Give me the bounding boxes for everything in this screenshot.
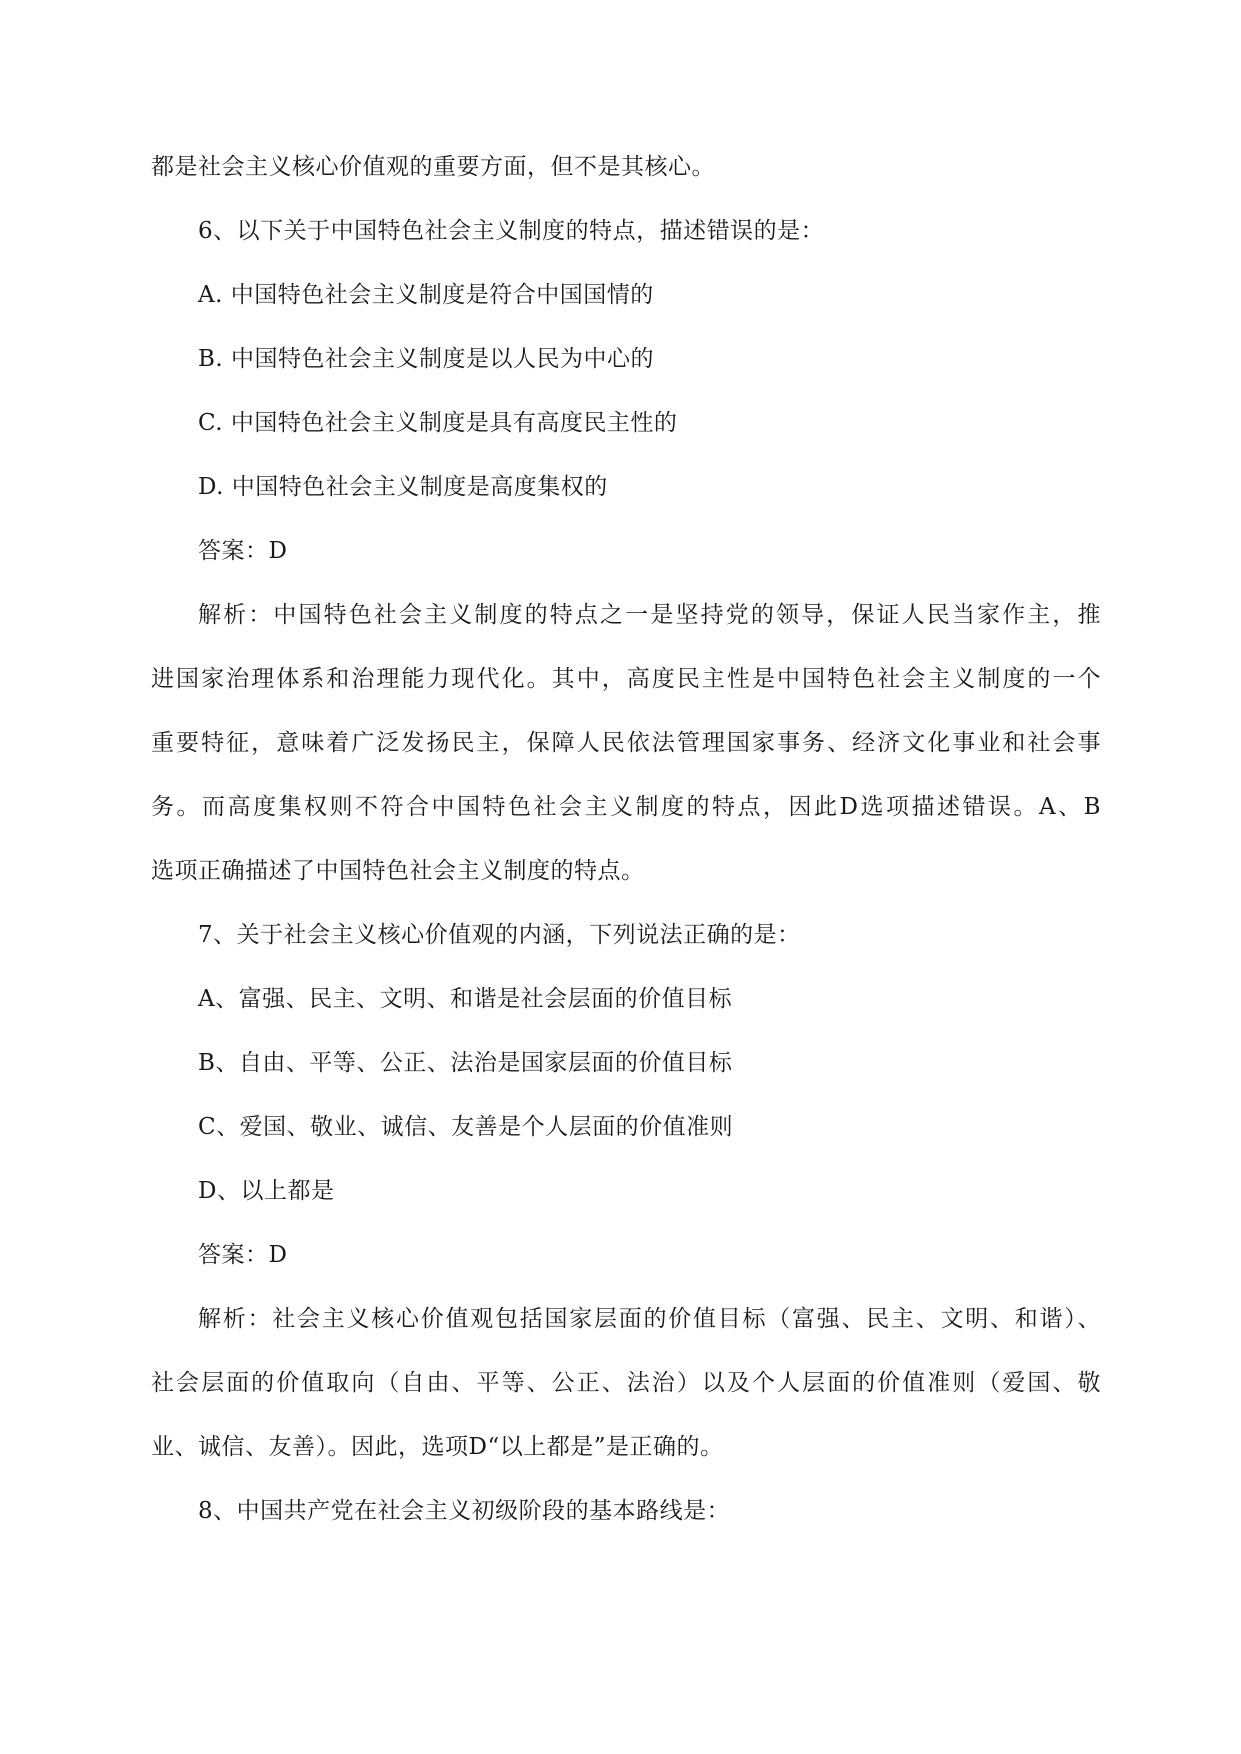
question-6-option-a: A. 中国特色社会主义制度是符合中国国情的 [198,282,654,308]
question-6-explanation-line: 解析：中国特色社会主义制度的特点之一是坚持党的领导，保证人民当家作主，推 [198,602,1101,628]
question-6-option-c: C. 中国特色社会主义制度是具有高度民主性的 [198,410,678,436]
question-6-option-b: B. 中国特色社会主义制度是以人民为中心的 [198,346,655,372]
question-6-explanation-line: 选项正确描述了中国特色社会主义制度的特点。 [151,858,645,884]
question-7-stem: 7、关于社会主义核心价值观的内涵，下列说法正确的是： [198,922,801,948]
question-8-stem: 8、中国共产党在社会主义初级阶段的基本路线是： [198,1498,731,1524]
question-6-stem: 6、以下关于中国特色社会主义制度的特点，描述错误的是： [198,218,825,244]
question-7-explanation-line: 解析：社会主义核心价值观包括国家层面的价值目标（富强、民主、文明、和谐）、 [198,1306,1101,1332]
question-6-explanation-line: 进国家治理体系和治理能力现代化。其中，高度民主性是中国特色社会主义制度的一个 [151,666,1101,692]
question-6-explanation-line: 重要特征，意味着广泛发扬民主，保障人民依法管理国家事务、经济文化事业和社会事 [151,730,1101,756]
question-7-option-c: C、爱国、敬业、诚信、友善是个人层面的价值准则 [198,1114,734,1140]
question-7-explanation-line: 业、诚信、友善）。因此，选项D“以上都是”是正确的。 [151,1434,724,1460]
question-6-answer: 答案：D [198,538,288,564]
question-7-option-b: B、自由、平等、公正、法治是国家层面的价值目标 [198,1050,733,1076]
question-6-option-d: D. 中国特色社会主义制度是高度集权的 [198,474,608,500]
question-6-explanation-line: 务。而高度集权则不符合中国特色社会主义制度的特点，因此D选项描述错误。A、B [151,794,1101,820]
question-7-option-d: D、以上都是 [198,1178,335,1204]
paragraph-line: 都是社会主义核心价值观的重要方面，但不是其核心。 [151,154,715,180]
question-7-option-a: A、富强、民主、文明、和谐是社会层面的价值目标 [198,986,733,1012]
question-7-answer: 答案：D [198,1242,288,1268]
question-7-explanation-line: 社会层面的价值取向（自由、平等、公正、法治）以及个人层面的价值准则（爱国、敬 [151,1370,1101,1396]
